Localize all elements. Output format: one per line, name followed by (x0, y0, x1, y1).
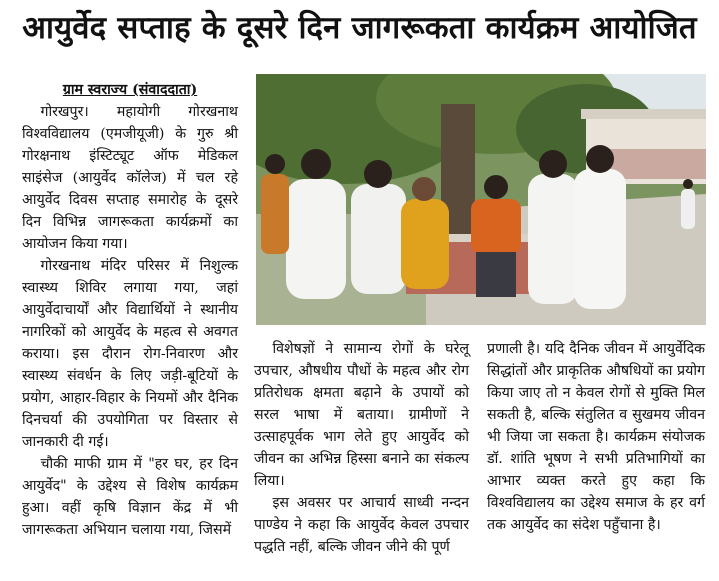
column-1-paragraph-3: चौकी माफी ग्राम में "हर घर, हर दिन आयुर्वेद" के उद्देश्य से विशेष कार्यक्रम हुआ। वहीं कृषि विज्ञान केंद्र में भी जागरूकता अभियान चलाया गया, जिसमें (22, 456, 238, 538)
headline: आयुर्वेद सप्ताह के दूसरे दिन जागरूकता कार्यक्रम आयोजित (22, 10, 697, 46)
column-3 (487, 338, 705, 536)
byline: ग्राम स्वराज्य (संवाददाता) (62, 82, 198, 98)
photo-illustration (256, 74, 706, 325)
column-2-paragraph-1: विशेषज्ञों ने सामान्य रोगों के घरेलू उपचार, औषधीय पौधों के महत्व और रोग प्रतिरोधक क्षमता बढ़ाने के उपायों को सरल भाषा में बताया। ग्रामीणों ने उत्साहपूर्वक भाग लेते हुए आयुर्वेद को जीवन का अभिन्न हिस्सा बनाने का संकल्प लिया। (254, 341, 469, 489)
column-1 (22, 79, 238, 541)
column-1-paragraph-1: गोरखपुर। महायोगी गोरखनाथ विश्वविद्यालय (एमजीयूजी) के गुरु श्री गोरक्षनाथ इंस्टिट्यूट ऑफ मेडिकल साइंसेज (आयुर्वेद कॉलेज) में चल रहे आयुर्वेद दिवस सप्ताह समारोह के दूसरे दिन विभिन्न जागरूकता कार्यक्रमों का आयोजन किया गया। (22, 104, 238, 252)
column-3-paragraph-1: प्रणाली है। यदि दैनिक जीवन में आयुर्वेदिक सिद्धांतों और प्राकृतिक औषधियों का प्रयोग किया जाए तो न केवल रोगों से मुक्ति मिल सकती है, बल्कि संतुलित व सुखमय जीवन भी जिया जा सकता है। कार्यक्रम संयोजक डॉ. शांति भूषण ने सभी प्रतिभागियों का आभार व्यक्त करते हुए कहा कि विश्वविद्यालय का उद्देश्य समाज के हर वर्ग तक आयुर्वेद का संदेश पहुँचाना है। (487, 341, 705, 533)
column-1-paragraph-2: गोरखनाथ मंदिर परिसर में निशुल्क स्वास्थ्य शिविर लगाया गया, जहां आयुर्वेदाचार्यों और विद्यार्थियों ने स्थानीय नागरिकों को आयुर्वेद के महत्व से अवगत कराया। इस दौरान रोग-निवारण और स्वास्थ्य संवर्धन के लिए जड़ी-बूटियों के प्रयोग, आहार-विहार के नियमों और दैनिक दिनचर्या की उपयोगिता पर विस्तार से जानकारी दी गई। (22, 258, 238, 450)
news-photo (256, 74, 706, 325)
column-2-paragraph-2: इस अवसर पर आचार्य साध्वी नन्दन पाण्डेय ने कहा कि आयुर्वेद केवल उपचार पद्धति नहीं, बल्कि जीवन जीने की पूर्ण (254, 495, 469, 555)
column-2 (254, 338, 469, 558)
